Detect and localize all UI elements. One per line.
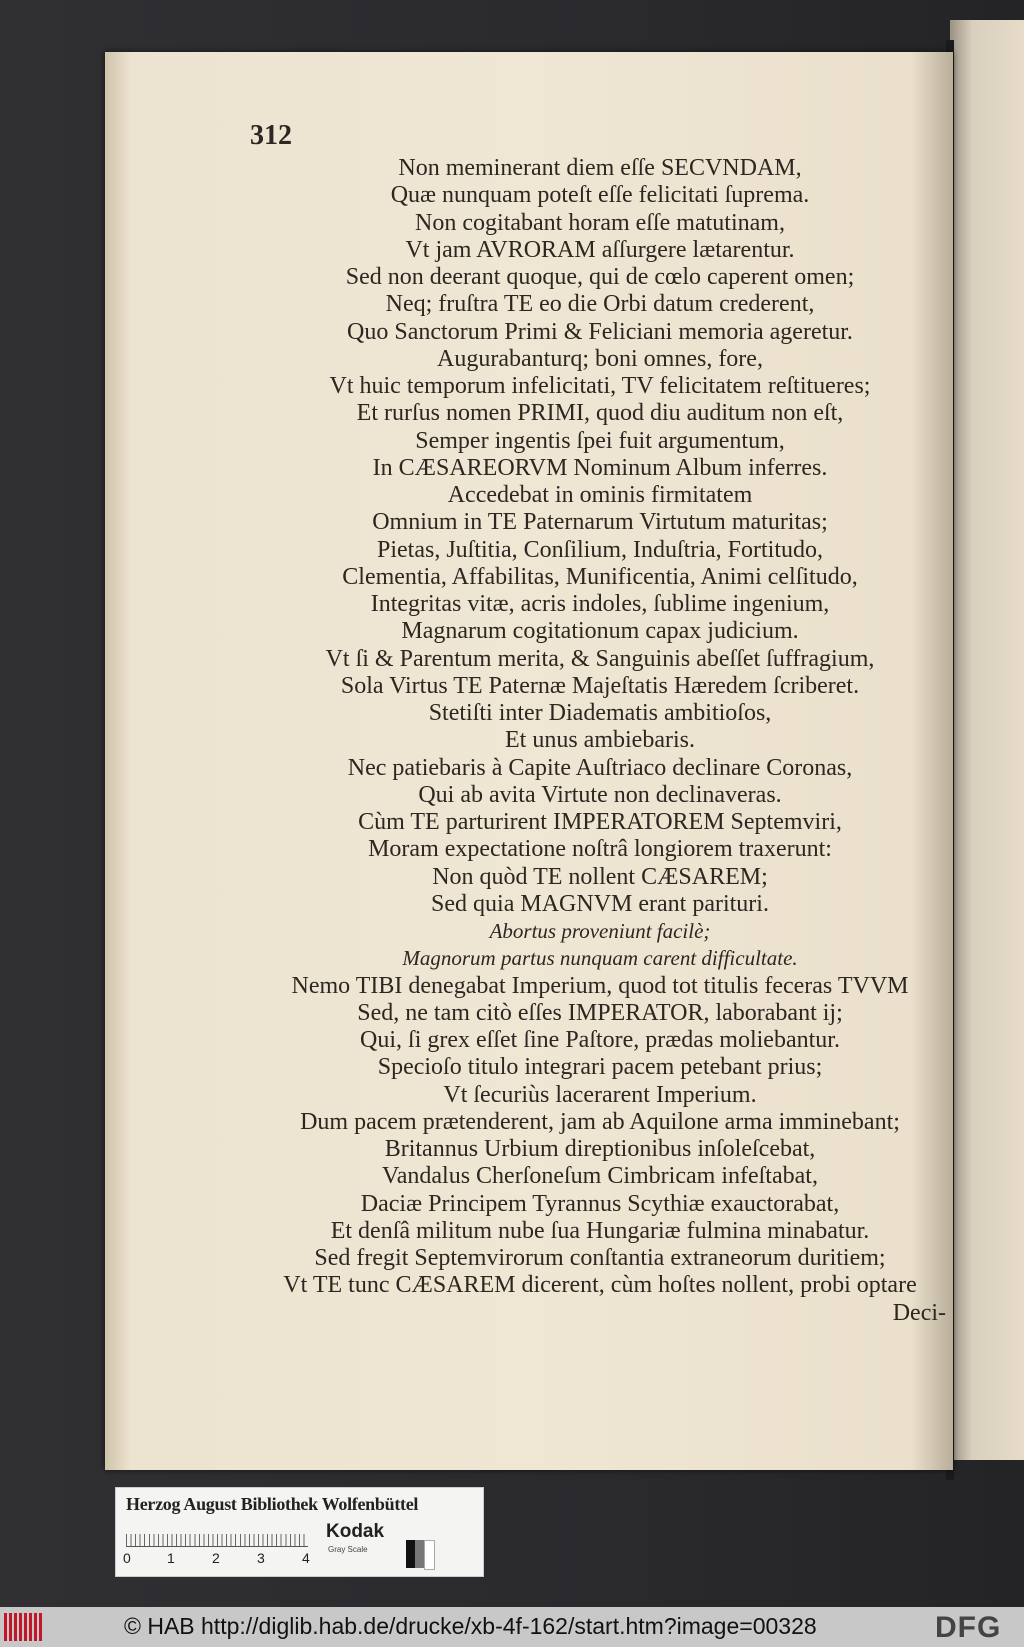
gray-swatch-black (406, 1540, 415, 1568)
text-line: Stetiſti inter Diadematis ambitioſos, (428, 700, 772, 726)
text-line: Sed, ne tam citò eſſes IMPERATOR, laborabant ij; (357, 999, 843, 1026)
text-line: Vt jam AVRORAM aſſurgere lætarentur. (405, 236, 795, 263)
ruler-number: 3 (257, 1550, 265, 1566)
text-line: Vt TE tunc CÆSAREM dicerent, cùm hoſtes nollent, probi optare (283, 1272, 917, 1299)
text-line: Augurabanturq; boni omnes, fore, (437, 345, 763, 372)
text-line: Et denſâ militum nube ſua Hungariæ fulmina minabatur. (330, 1217, 870, 1244)
library-name: Herzog August Bibliothek Wolfenbüttel (126, 1494, 419, 1514)
catchword: Deci- (892, 1299, 946, 1326)
page-text (230, 155, 970, 1327)
text-line: Et unus ambiebaris. (505, 727, 695, 754)
scale-ruler (126, 1522, 308, 1547)
text-line: Britannus Urbium direptionibus inſoleſcebat, (384, 1136, 816, 1162)
text-line: Qui, ſi grex eſſet ſine Paſtore, prædas moliebantur. (360, 1027, 840, 1053)
text-line: Quo Sanctorum Primi & Feliciani memoria ageretur. (347, 318, 853, 345)
source-url[interactable]: © HAB http://diglib.hab.de/drucke/xb-4f-162/start.htm?image=00328 (124, 1613, 817, 1639)
footer-bar (0, 1607, 1024, 1647)
text-line: Dum pacem prætenderent, jam ab Aquilone arma imminebant; (300, 1108, 900, 1135)
text-line: Magnorum partus nunquam carent difficultate. (402, 946, 798, 971)
text-line: Et rurſus nomen PRIMI, quod diu auditum non eſt, (356, 400, 844, 427)
text-line: Sola Virtus TE Paternæ Majeſtatis Hæredem ſcriberet. (340, 672, 860, 699)
ruler-number: 1 (167, 1550, 175, 1566)
text-line: Nec patiebaris à Capite Auſtriaco declinare Coronas, (347, 754, 853, 781)
text-line: Omnium in TE Paternarum Virtutum maturitas; (372, 509, 828, 536)
gray-scale-label: Gray Scale (328, 1545, 368, 1554)
hab-logo-icon (4, 1613, 44, 1641)
text-line: Daciæ Principem Tyrannus Scythiæ exauctorabat, (360, 1190, 840, 1217)
text-line: Qui ab avita Virtute non declinaveras. (418, 781, 782, 808)
text-line: Vandalus Cherſoneſum Cimbricam infeſtabat, (382, 1163, 818, 1190)
dfg-logo: DFG (935, 1611, 1002, 1644)
ruler-number: 2 (212, 1550, 220, 1566)
text-line: Nemo TIBI denegabat Imperium, quod tot titulis feceras TVVM (291, 972, 909, 999)
text-line: Neq; fruſtra TE eo die Orbi datum crederent, (385, 291, 815, 318)
text-line: Vt huic temporum infelicitati, TV felicitatem reſtitueres; (329, 373, 871, 399)
text-line: Accedebat in ominis firmitatem (447, 482, 753, 508)
text-line: Magnarum cogitationum capax judicium. (401, 618, 799, 645)
page-number: 312 (250, 120, 292, 151)
text-line: Cùm TE parturirent IMPERATOREM Septemviri, (358, 809, 842, 835)
text-line: Quæ nunquam poteſt eſſe felicitati ſuprema. (390, 182, 810, 209)
text-line: Sed non deerant quoque, qui de cœlo caperent omen; (345, 264, 855, 290)
text-line: Pietas, Juſtitia, Conſilium, Induſtria, Fortitudo, (377, 536, 823, 563)
text-line: Abortus proveniunt facilè; (489, 919, 711, 943)
text-line: Non meminerant diem eſſe SECVNDAM, (398, 155, 802, 181)
text-line: Integritas vitæ, acris indoles, ſublime ingenium, (370, 591, 830, 617)
text-line: Non cogitabant horam eſſe matutinam, (415, 209, 785, 236)
gray-swatch-white (424, 1540, 435, 1570)
text-line: Sed fregit Septemvirorum conſtantia extraneorum duritiem; (314, 1245, 886, 1271)
text-line: Clementia, Affabilitas, Munificentia, Animi celſitudo, (342, 563, 858, 590)
text-line: In CÆSAREORVM Nominum Album inferres. (372, 454, 828, 481)
text-line: Semper ingentis ſpei fuit argumentum, (415, 427, 785, 454)
ruler-number: 4 (302, 1550, 310, 1566)
ruler-number: 0 (123, 1550, 131, 1566)
text-line: Vt ſi & Parentum merita, & Sanguinis abeſſet ſuffragium, (325, 645, 875, 672)
text-line: Moram expectatione noſtrâ longiorem traxerunt: (368, 836, 832, 863)
library-label (115, 1487, 484, 1577)
text-line: Specioſo titulo integrari pacem petebant prius; (377, 1054, 823, 1081)
text-line: Sed quia MAGNVM erant parituri. (431, 890, 769, 917)
text-line: Non quòd TE nollent CÆSAREM; (432, 863, 768, 890)
text-line: Vt ſecuriùs lacerarent Imperium. (443, 1081, 757, 1108)
kodak-logo: Kodak (326, 1521, 385, 1542)
gray-swatch-mid (415, 1540, 424, 1568)
